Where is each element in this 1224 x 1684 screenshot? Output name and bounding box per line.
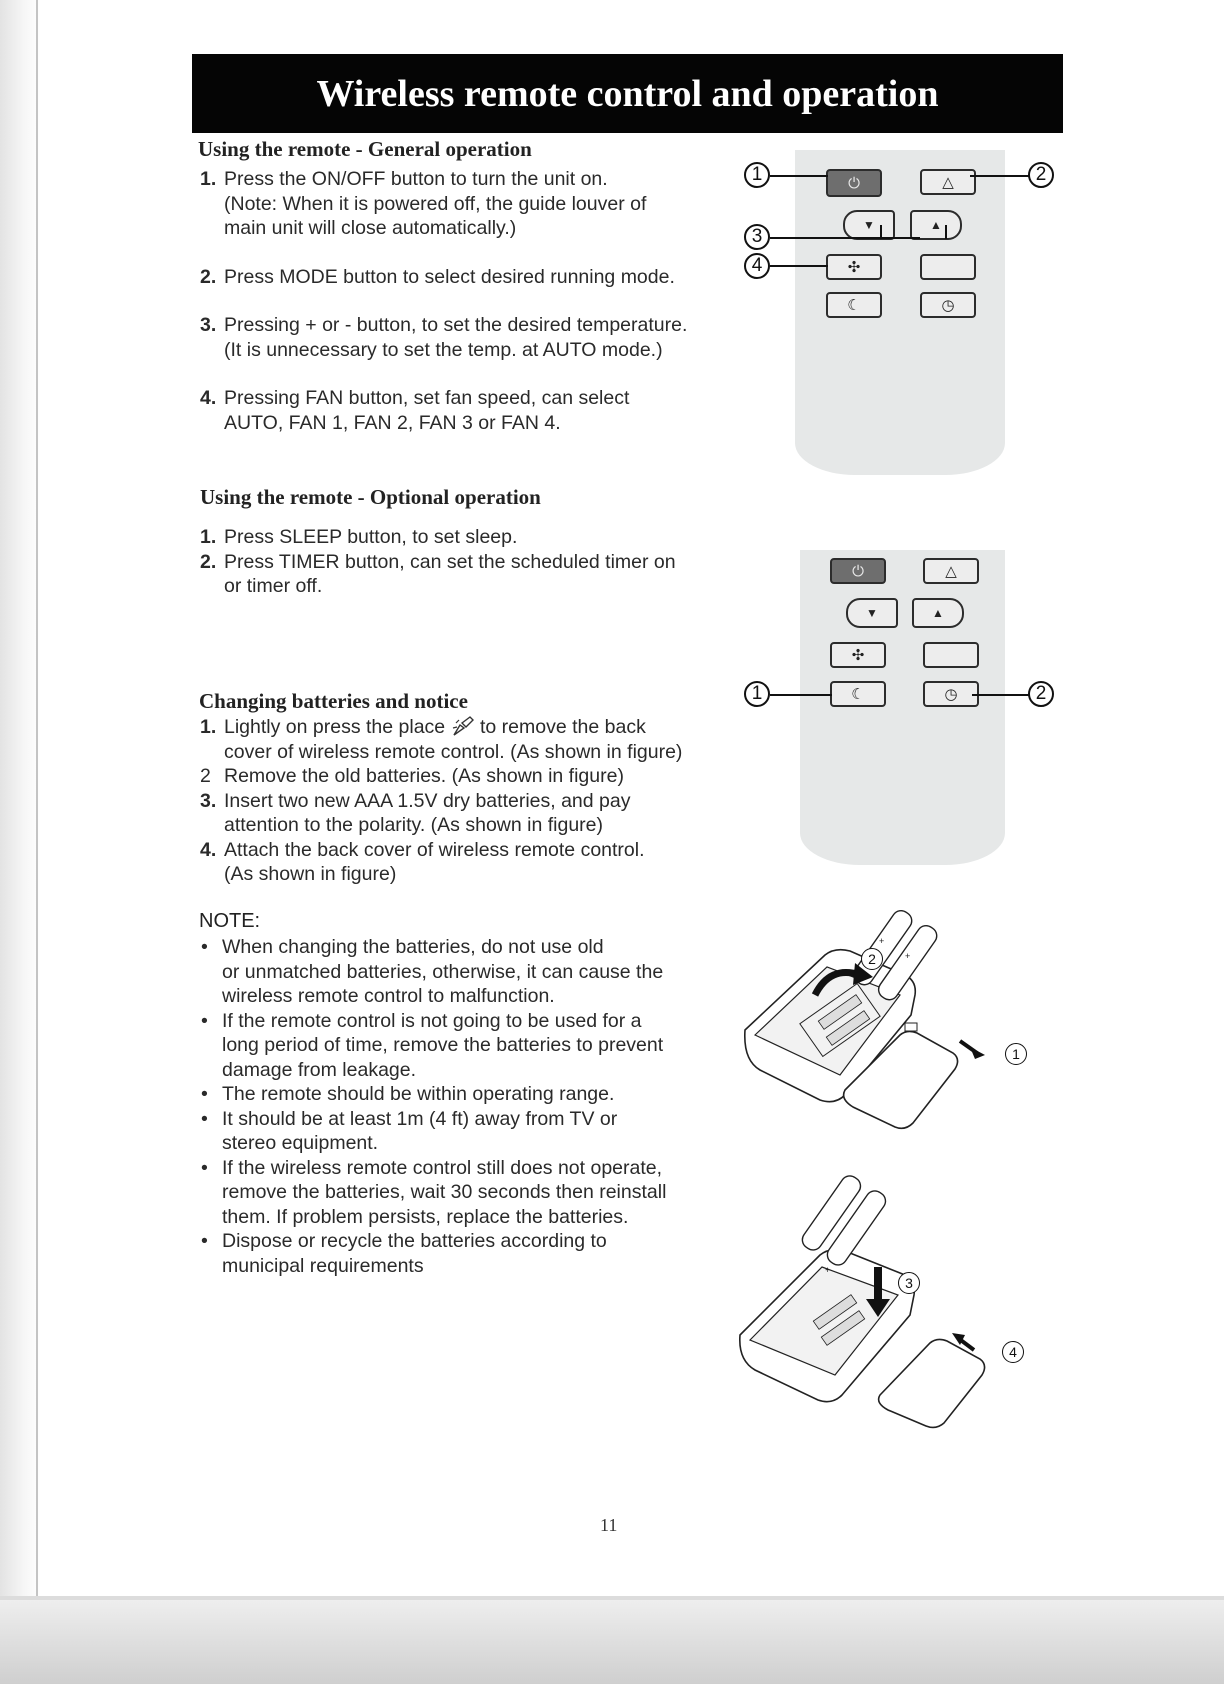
general-operation-heading: Using the remote - General operation <box>198 137 532 161</box>
on-off-button <box>830 558 886 584</box>
callout-3: 3 <box>744 224 770 250</box>
callout-leader <box>770 175 828 177</box>
item-line: Dispose or recycle the batteries according to <box>222 1230 607 1252</box>
callout-3: 3 <box>898 1272 920 1294</box>
callout-1: 1 <box>744 162 770 188</box>
power-icon: ⏻ <box>848 174 860 192</box>
timer-button <box>920 292 976 318</box>
callout-2: 2 <box>861 948 883 970</box>
callout-4: 4 <box>1002 1341 1024 1363</box>
timer-button <box>923 681 979 707</box>
list-item <box>200 313 700 362</box>
item-line <box>224 715 700 740</box>
item-line: or timer off. <box>224 575 323 597</box>
minus-button <box>843 210 895 240</box>
mode-button <box>923 558 979 584</box>
callout-leader <box>770 237 920 239</box>
callout-leader <box>970 175 1030 177</box>
item-line: Insert two new AAA 1.5V dry batteries, and pay <box>224 789 631 812</box>
sleep-icon: ☾ <box>851 686 865 703</box>
mode-icon: △ <box>945 563 957 580</box>
battery-removal-drawing <box>735 895 1045 1145</box>
item-number: 4. <box>200 838 217 861</box>
item-number: 2. <box>200 550 217 573</box>
page-number: 11 <box>600 1515 618 1535</box>
bullet: • <box>201 1083 208 1105</box>
callout-2: 2 <box>1028 681 1054 707</box>
plus-marker: + <box>825 1265 831 1275</box>
item-line: Press the ON/OFF button to turn the unit on. <box>224 168 608 190</box>
list-item <box>200 764 700 789</box>
note-list <box>198 935 708 1278</box>
list-item <box>200 838 700 887</box>
blank-button <box>920 254 976 280</box>
item-line: (It is unnecessary to set the temp. at AUTO mode.) <box>224 338 663 361</box>
list-item <box>198 1107 708 1156</box>
list-item <box>200 789 700 838</box>
item-number: 1. <box>200 526 217 548</box>
item-number: 3. <box>200 314 217 336</box>
item-line: If the wireless remote control still does not operate, <box>222 1156 663 1179</box>
batteries-list <box>200 715 700 887</box>
page-title: Wireless remote control and operation <box>316 72 939 115</box>
item-line: attention to the polarity. (As shown in figure) <box>224 814 604 836</box>
item-number: 1. <box>200 716 217 738</box>
list-item <box>200 550 700 599</box>
battery-removal-figure <box>735 895 1045 1145</box>
item-line: them. If problem persists, replace the batteries. <box>222 1205 629 1228</box>
plus-button <box>910 210 962 240</box>
fan-icon: ✣ <box>847 259 861 276</box>
callout-2: 2 <box>1028 162 1054 188</box>
fan-button <box>830 642 886 668</box>
up-arrow-icon: ▲ <box>932 606 944 620</box>
item-line: If the remote control is not going to be used for a <box>222 1009 642 1032</box>
up-arrow-icon: ▲ <box>930 218 942 232</box>
press-place-icon <box>451 715 475 737</box>
item-line: Pressing + or - button, to set the desired temperature. <box>224 314 688 336</box>
item-line: The remote should be within operating range. <box>222 1083 615 1105</box>
bullet: • <box>201 936 208 958</box>
down-arrow-icon: ▼ <box>866 606 878 620</box>
item-number: 2 <box>200 765 211 787</box>
item-line: damage from leakage. <box>222 1058 417 1081</box>
fan-icon: ✣ <box>851 647 865 664</box>
remote-body <box>800 550 1005 865</box>
sleep-button <box>826 292 882 318</box>
item-line: Press TIMER button, can set the scheduled timer on <box>224 550 676 573</box>
callout-1: 1 <box>1005 1043 1027 1065</box>
item-line: remove the batteries, wait 30 seconds then reinstall <box>222 1181 667 1203</box>
page-bottom-shadow <box>0 1600 1224 1684</box>
blank-button <box>923 642 979 668</box>
item-line: (Note: When it is powered off, the guide louver of <box>224 192 647 215</box>
bullet: • <box>201 1156 208 1179</box>
item-line: It should be at least 1m (4 ft) away from TV or <box>222 1107 618 1130</box>
item-line: Press MODE button to select desired running mode. <box>224 265 675 288</box>
mode-icon: △ <box>942 174 954 191</box>
item-line: main unit will close automatically.) <box>224 217 517 239</box>
fan-button <box>826 254 882 280</box>
item-line: or unmatched batteries, otherwise, it can cause the <box>222 960 664 983</box>
sleep-button <box>830 681 886 707</box>
callout-leader <box>972 694 1030 696</box>
list-item <box>200 525 700 550</box>
battery-insert-figure <box>730 1175 1040 1430</box>
callout-leader <box>945 225 947 239</box>
item-line: Attach the back cover of wireless remote control. <box>224 838 645 861</box>
list-item <box>198 1156 708 1230</box>
item-text: Lightly on press the place <box>224 716 446 738</box>
list-item <box>198 1009 708 1083</box>
list-item <box>200 167 700 241</box>
optional-operation-heading: Using the remote - Optional operation <box>200 485 541 509</box>
page-binding-shadow <box>0 0 40 1684</box>
binding-edge-line <box>36 0 38 1600</box>
note-heading: NOTE: <box>199 910 261 932</box>
item-line: long period of time, remove the batteries to prevent <box>222 1034 664 1056</box>
mode-button <box>920 169 976 195</box>
power-icon: ⏻ <box>852 562 864 580</box>
callout-4: 4 <box>744 253 770 279</box>
list-item <box>200 265 700 290</box>
bullet: • <box>201 1107 208 1130</box>
plus-button <box>912 598 964 628</box>
on-off-button <box>826 169 882 197</box>
optional-operation-list <box>200 525 700 599</box>
item-line: cover of wireless remote control. (As shown in figure) <box>224 740 683 763</box>
item-number: 2. <box>200 265 217 288</box>
item-line: When changing the batteries, do not use old <box>222 936 604 958</box>
item-number: 4. <box>200 387 217 409</box>
callout-leader <box>770 694 832 696</box>
item-line: stereo equipment. <box>222 1132 379 1154</box>
list-item <box>198 1082 708 1107</box>
down-arrow-icon: ▼ <box>863 218 875 232</box>
general-operation-list <box>200 167 700 435</box>
title-banner <box>192 54 1063 133</box>
item-line: wireless remote control to malfunction. <box>222 985 555 1007</box>
bullet: • <box>201 1230 208 1252</box>
callout-leader <box>770 265 828 267</box>
list-item <box>200 386 700 435</box>
item-line: Press SLEEP button, to set sleep. <box>224 526 518 548</box>
item-line: (As shown in figure) <box>224 863 397 885</box>
plus-marker: + <box>905 951 911 961</box>
plus-marker: + <box>879 936 885 946</box>
item-line: Pressing FAN button, set fan speed, can select <box>224 387 630 409</box>
batteries-heading: Changing batteries and notice <box>199 689 468 713</box>
item-line: AUTO, FAN 1, FAN 2, FAN 3 or FAN 4. <box>224 411 561 434</box>
sleep-icon: ☾ <box>847 297 861 314</box>
timer-icon: ◷ <box>944 686 958 703</box>
list-item <box>200 715 700 764</box>
battery-insert-drawing <box>730 1175 1040 1430</box>
item-text: to remove the back <box>479 716 646 738</box>
item-number: 1. <box>200 168 217 190</box>
list-item <box>198 935 708 1009</box>
list-item <box>198 1229 708 1278</box>
callout-leader <box>880 225 882 239</box>
item-number: 3. <box>200 789 217 812</box>
timer-icon: ◷ <box>941 297 955 314</box>
item-line: Remove the old batteries. (As shown in figure) <box>224 765 624 787</box>
callout-1: 1 <box>744 681 770 707</box>
item-line: municipal requirements <box>222 1254 424 1277</box>
minus-button <box>846 598 898 628</box>
bullet: • <box>201 1009 208 1032</box>
